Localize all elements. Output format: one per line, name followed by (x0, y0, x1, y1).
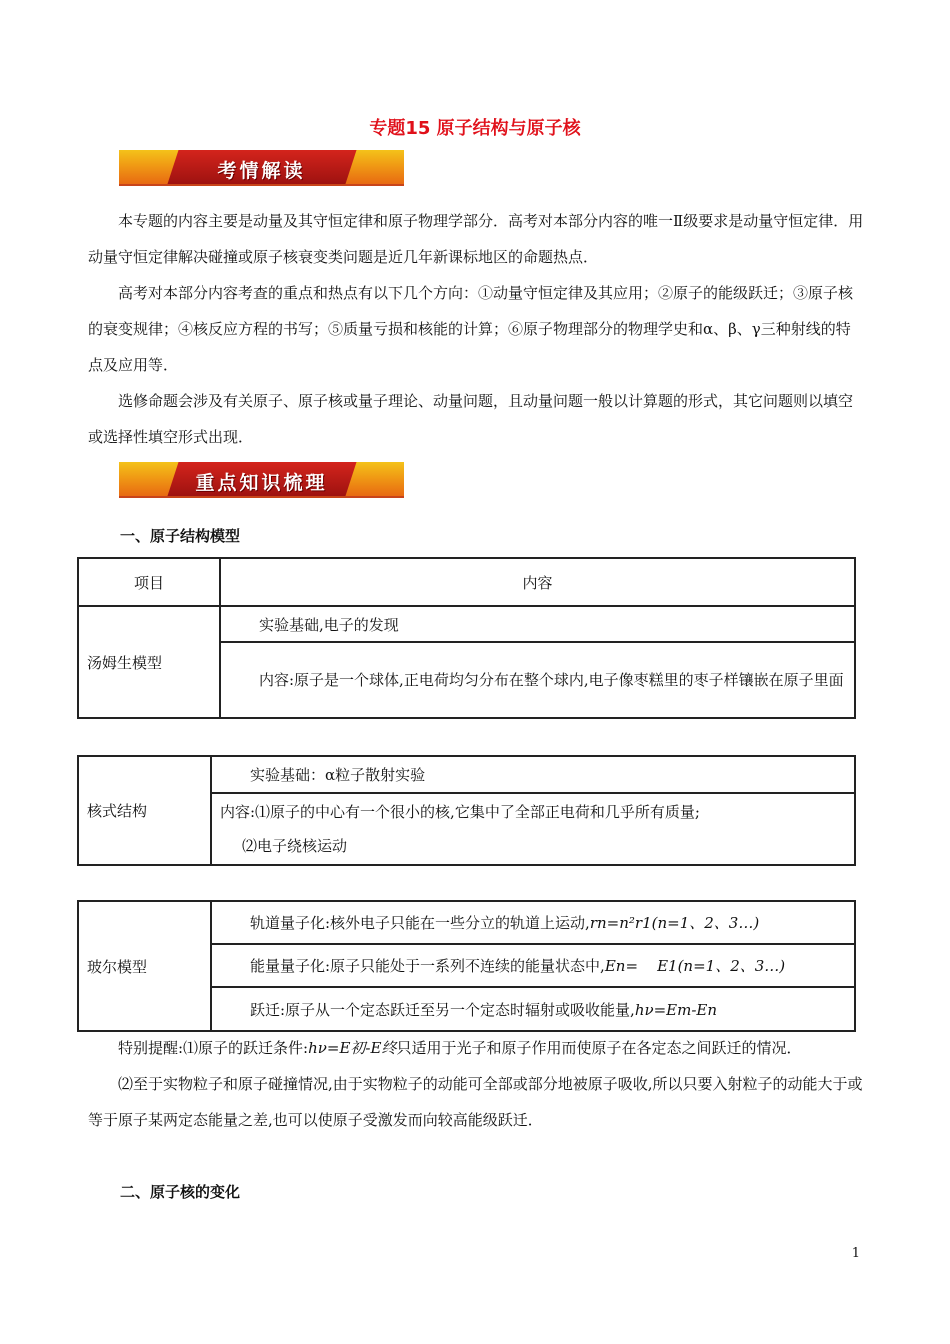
intro-paragraph-3: 选修命题会涉及有关原子、原子核或量子理论、动量问题，且动量问题一般以计算题的形式，其它问题则以填空或选择性填空形式出现． (88, 392, 854, 446)
bohr-model-table (77, 900, 856, 1032)
reminder-paragraph-1 (88, 1030, 864, 1066)
banner-label: 考情解读 (217, 160, 306, 182)
thomson-model-table (77, 557, 856, 719)
page-number: 1 (851, 1246, 860, 1261)
model-content: 内容:原子是一个球体,正电荷均匀分布在整个球内,电子像枣糕里的枣子样镶嵌在原子里面 (220, 642, 855, 718)
reminder-label: 特别提醒:⑴原子的跃迁条件: (118, 1039, 309, 1057)
transition-text: 跃迁:原子从一个定态跃迁至另一个定态时辐射或吸收能量, (250, 1000, 635, 1019)
energy-text: 能量量子化:原子只能处于一系列不连续的能量状态中, (250, 957, 605, 975)
transition-condition-formula: hν=E初-E终 (308, 1039, 397, 1057)
model-content (211, 793, 855, 865)
content-line-2: ⑵电子绕核运动 (242, 837, 348, 855)
model-name: 核式结构 (78, 756, 211, 865)
energy-quantization (211, 944, 855, 987)
content-line-1: 内容:⑴原子的中心有一个很小的核,它集中了全部正电荷和几乎所有质量; (220, 803, 700, 821)
special-reminder (88, 1030, 864, 1138)
section-heading-atomic-models: 一、原子结构模型 (120, 527, 241, 545)
energy-formula: En= E1(n=1、2、3…) (604, 957, 786, 975)
page-title: 专题15 原子结构与原子核 (369, 118, 581, 139)
banner-label: 重点知识梳理 (195, 472, 328, 494)
intro-paragraph-2: 高考对本部分内容考查的重点和热点有以下几个方向：①动量守恒定律及其应用；②原子的能级跃迁；③原子核的衰变规律；④核反应方程的书写；⑤质量亏损和核能的计算；⑥原子物理部分的物理学史和α、β、γ三种射线的特点及应用等． (88, 284, 854, 374)
orbit-quantization (211, 901, 855, 944)
orbit-formula: rn=n²r1(n=1、2、3…) (589, 914, 760, 932)
reminder-paragraph-2: ⑵至于实物粒子和原子碰撞情况,由于实物粒子的动能可全部或部分地被原子吸收,所以只要入射粒子的动能大于或等于原子某两定态能量之差,也可以使原子受激发而向较高能级跃迁． (88, 1075, 863, 1129)
section-banner-key-knowledge (119, 462, 404, 498)
section-banner-exam-analysis (119, 150, 404, 186)
section-heading-nucleus-changes: 二、原子核的变化 (120, 1183, 241, 1201)
reminder-rest: 只适用于光子和原子作用而使原子在各定态之间跃迁的情况． (396, 1039, 802, 1057)
transition-formula: hν=Em-En (634, 1000, 718, 1019)
intro-paragraph-1: 本专题的内容主要是动量及其守恒定律和原子物理学部分．高考对本部分内容的唯一Ⅱ级要求是动量守恒定律．用动量守恒定律解决碰撞或原子核衰变类问题是近几年新课标地区的命题热点． (88, 212, 864, 266)
experiment-basis: 实验基础：α粒子散射实验 (211, 756, 855, 793)
intro-text (88, 203, 864, 455)
model-name: 玻尔模型 (78, 901, 211, 1031)
header-content: 内容 (220, 558, 855, 606)
header-item: 项目 (78, 558, 220, 606)
experiment-basis: 实验基础,电子的发现 (220, 606, 855, 642)
orbit-text: 轨道量子化:核外电子只能在一些分立的轨道上运动, (250, 914, 590, 932)
model-name: 汤姆生模型 (78, 606, 220, 718)
nuclear-model-table (77, 755, 856, 866)
transition (211, 987, 855, 1031)
